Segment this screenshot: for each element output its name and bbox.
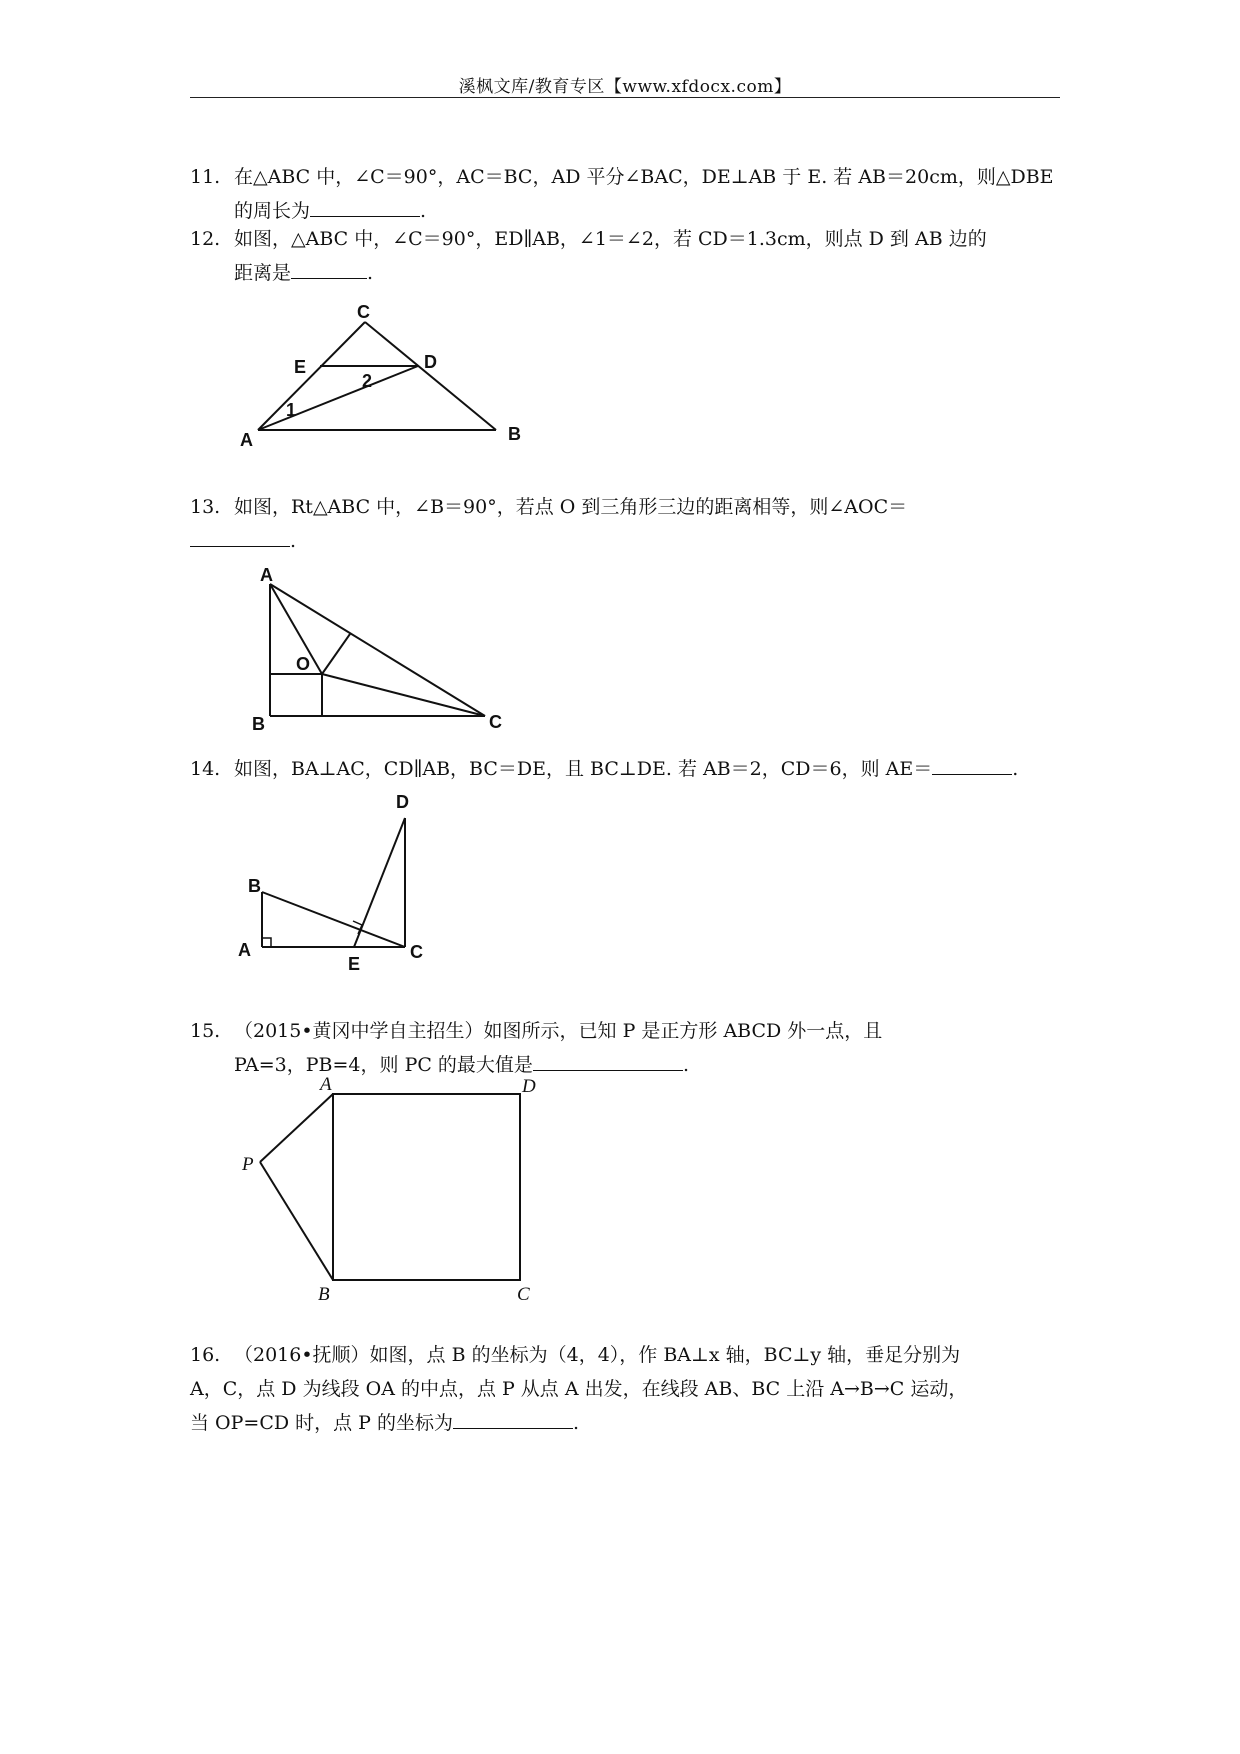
label-D: D	[424, 352, 437, 372]
question-text: 如图，Rt△ABC 中，∠B＝90°，若点 O 到三角形三边的距离相等，则∠AOC＝	[234, 496, 908, 518]
question-number: 16.	[190, 1344, 221, 1366]
label-O: O	[296, 654, 311, 674]
question-text: （2016•抚顺）如图，点 B 的坐标为（4，4），作 BA⊥x 轴，BC⊥y 轴，垂足分别为	[234, 1344, 961, 1366]
label-E: E	[294, 357, 307, 377]
label-B: B	[252, 714, 265, 734]
label-A: A	[238, 940, 251, 960]
question-number: 12.	[190, 228, 221, 250]
label-angle-2: 2	[362, 371, 373, 391]
question-end: .	[1012, 758, 1019, 780]
question-text: （2015•黄冈中学自主招生）如图所示，已知 P 是正方形 ABCD 外一点，且	[234, 1020, 883, 1042]
label-E: E	[348, 954, 361, 974]
question-number: 13.	[190, 496, 221, 518]
label-C: C	[357, 302, 370, 322]
label-B: B	[248, 876, 261, 896]
label-angle-1: 1	[286, 400, 297, 420]
label-D: D	[522, 1076, 536, 1097]
label-P: P	[242, 1154, 254, 1175]
label-D: D	[396, 792, 409, 812]
question-text: 如图，△ABC 中，∠C＝90°，ED∥AB，∠1＝∠2，若 CD＝1.3cm，则点 D 到 AB 边的	[234, 228, 987, 250]
question-end: .	[420, 200, 427, 222]
label-C: C	[410, 942, 423, 962]
question-number: 11.	[190, 166, 221, 188]
question-end: .	[682, 1054, 689, 1076]
question-text: 当 OP=CD 时，点 P 的坐标为	[190, 1412, 453, 1434]
question-text: 的周长为	[234, 200, 311, 222]
page-header: 溪枫文库/教育专区【www.xfdocx.com】	[458, 77, 792, 97]
answer-blank[interactable]	[453, 1408, 573, 1429]
label-A: A	[320, 1074, 332, 1095]
question-text: A，C，点 D 为线段 OA 的中点，点 P 从点 A 出发，在线段 AB、BC 上沿 A→B→C 运动，	[190, 1378, 968, 1400]
label-C: C	[517, 1284, 530, 1305]
question-text: 距离是	[234, 262, 292, 284]
question-text: PA=3，PB=4，则 PC 的最大值是	[234, 1054, 533, 1076]
label-B: B	[318, 1284, 330, 1305]
label-A: A	[240, 430, 253, 450]
question-end: .	[573, 1412, 580, 1434]
question-16	[190, 1338, 967, 1440]
question-end: .	[367, 262, 374, 284]
question-end: .	[290, 530, 297, 552]
question-text: 在△ABC 中，∠C＝90°，AC＝BC，AD 平分∠BAC，DE⊥AB 于 E. 若 AB＝20cm，则△DBE	[234, 166, 1054, 188]
label-C: C	[489, 712, 502, 732]
label-A: A	[260, 565, 273, 585]
question-number: 14.	[190, 758, 221, 780]
label-B: B	[508, 424, 521, 444]
question-number: 15.	[190, 1020, 221, 1042]
question-text: 如图，BA⊥AC，CD∥AB，BC＝DE，且 BC⊥DE. 若 AB＝2，CD＝6，则 AE＝	[234, 758, 933, 780]
